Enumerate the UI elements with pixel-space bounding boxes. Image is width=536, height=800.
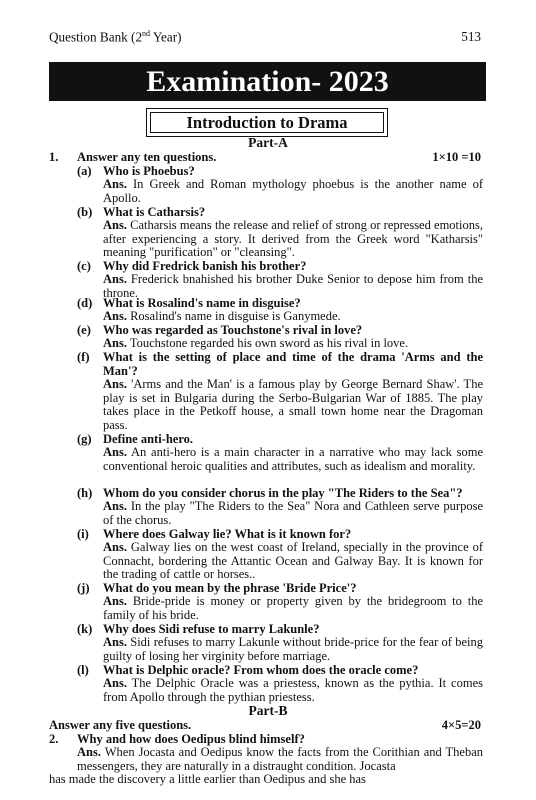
item-label: (i) [77, 527, 89, 541]
item-question: Why did Fredrick banish his brother? [103, 259, 307, 273]
item-label: (g) [77, 432, 92, 446]
item-question: What do you mean by the phrase 'Bride Price'? [103, 581, 357, 595]
item-question: Where does Galway lie? What is it known for? [103, 527, 352, 541]
item-label: (f) [77, 350, 90, 364]
item-answer: Ans. Touchstone regarded his own sword as his rival in love. [103, 336, 409, 350]
item-question: Who was regarded as Touchstone's rival in love? [103, 323, 363, 337]
item-question: Who is Phoebus? [103, 164, 195, 178]
question-number-2: 2. [49, 732, 59, 746]
item-label: (j) [77, 581, 90, 595]
part-b-question: Why and how does Oedipus blind himself? [77, 732, 305, 746]
item-answer: Ans. Galway lies on the west coast of Ireland, specially in the province of Connacht, bordering the Attantic Ocean and Galway Bay. It is known for the trading of cattle or horses.. [103, 540, 483, 582]
header-book-title: Question Bank (2nd Year) [49, 29, 182, 45]
item-answer: Ans. Bride-pride is money or property given by the bridegroom to the family of his bride. [103, 594, 483, 622]
item-question: What is Rosalind's name in disguise? [103, 296, 301, 310]
part-b-heading: Part-B [248, 703, 288, 718]
part-a-heading: Part-A [248, 135, 288, 150]
part-b-answer-continued: has made the discovery a little earlier than Oedipus and she has [49, 772, 366, 786]
subject-title: Introduction to Drama [186, 113, 348, 132]
item-answer: Ans. The Delphic Oracle was a priestess, known as the pythia. It comes from Apollo through the pythian priestess. [103, 676, 483, 704]
item-label: (a) [77, 164, 92, 178]
item-answer: Ans. 'Arms and the Man' is a famous play by George Bernard Shaw'. The play is set in Bulgaria during the Serbo-Bulgarian War of 1885. The play takes place in the Petkoff house, a small town home near the Dragoman pass. [103, 377, 483, 432]
item-answer: Ans. Frederick bnahished his brother Duke Senior to depose him from the throne. [103, 272, 483, 300]
item-question: What is Delphic oracle? From whom does the oracle come? [103, 663, 419, 677]
subject-title-box [146, 108, 388, 137]
item-answer: Ans. In Greek and Roman mythology phoebus is the another name of Apollo. [103, 177, 483, 205]
item-question: Define anti-hero. [103, 432, 194, 446]
item-label: (l) [77, 663, 89, 677]
part-a-instruction: Answer any ten questions. [77, 150, 217, 164]
part-b-marks: 4×5=20 [441, 718, 481, 732]
item-label: (e) [77, 323, 91, 337]
item-answer: Ans. An anti-hero is a main character in a narrative who may lack some conventional heroic qualities and attributes, such as idealism and morality. [103, 445, 483, 473]
subject-title-inner-border [150, 112, 384, 133]
item-label: (c) [77, 259, 91, 273]
item-question: Whom do you consider chorus in the play "The Riders to the Sea"? [103, 486, 463, 500]
exam-banner: Examination- 2023 [49, 62, 486, 101]
item-answer: Ans. In the play "The Riders to the Sea" Nora and Cathleen serve purpose of the chorus. [103, 499, 483, 527]
page-number: 513 [461, 29, 481, 44]
item-question: Why does Sidi refuse to marry Lakunle? [103, 622, 320, 636]
item-question: What is the setting of place and time of the drama 'Arms and the Man'? [103, 350, 483, 378]
item-answer: Ans. Rosalind's name in disguise is Ganymede. [103, 309, 341, 323]
item-answer: Ans. Sidi refuses to marry Lakunle without bride-price for the fear of being guilty of losing her virginity before marriage. [103, 635, 483, 663]
item-label: (k) [77, 622, 93, 636]
part-b-answer: Ans. When Jocasta and Oedipus know the facts from the Corithian and Theban messengers, they are naturally in a distraught condition. Jocasta [77, 745, 483, 773]
item-label: (d) [77, 296, 93, 310]
part-b-instruction: Answer any five questions. [49, 718, 192, 732]
part-a-marks: 1×10 =10 [432, 150, 481, 164]
item-answer: Ans. Catharsis means the release and relief of strong or repressed emotions, after experiencing a story. It derived from the Greek word "Katharsis" meaning "purification" or "cleansing". [103, 218, 483, 260]
question-number-1: 1. [49, 150, 59, 164]
item-label: (b) [77, 205, 93, 219]
item-question: What is Catharsis? [103, 205, 206, 219]
item-label: (h) [77, 486, 93, 500]
